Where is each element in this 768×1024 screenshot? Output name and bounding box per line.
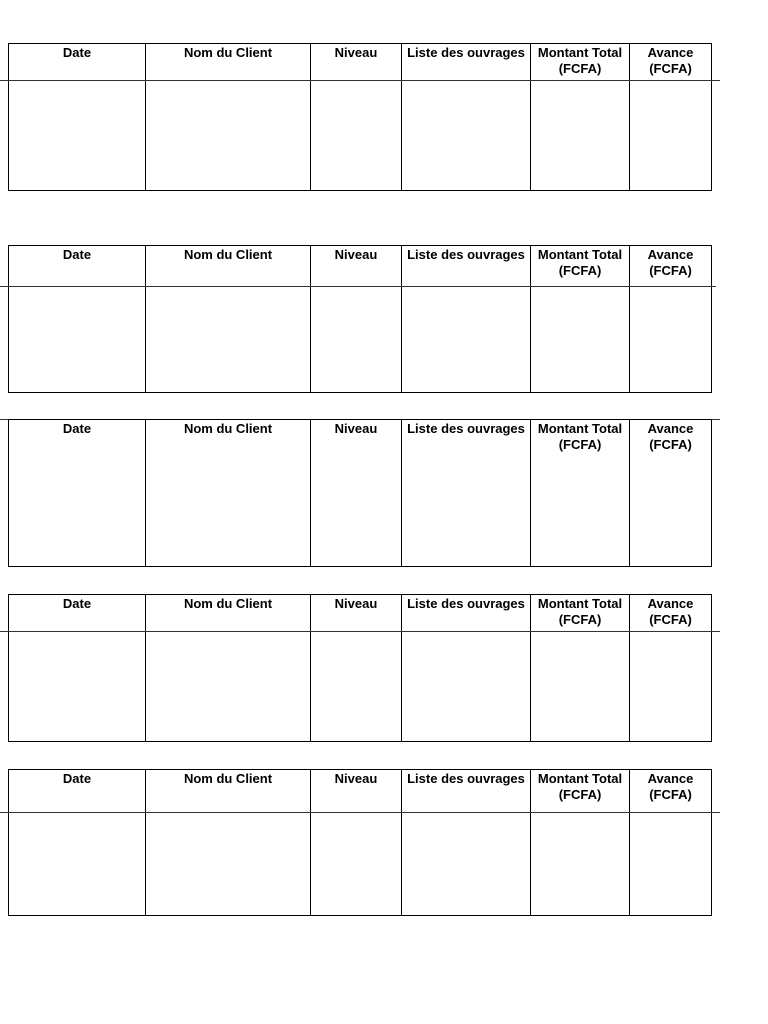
record-table-3 bbox=[8, 419, 712, 567]
header-advance: Avance (FCFA) bbox=[647, 771, 694, 802]
header-level: Niveau bbox=[311, 44, 402, 81]
header-advance: Avance (FCFA) bbox=[647, 45, 694, 76]
header-level: Niveau bbox=[311, 246, 402, 287]
table-row bbox=[9, 420, 711, 566]
header-date: Date bbox=[9, 246, 146, 287]
cell-advance[interactable] bbox=[630, 287, 711, 392]
cell-date[interactable] bbox=[9, 420, 146, 566]
record-table-4 bbox=[8, 594, 712, 742]
header-client-name: Nom du Client bbox=[146, 420, 311, 460]
cell-advance[interactable] bbox=[630, 632, 711, 741]
cell-advance[interactable] bbox=[630, 81, 711, 190]
cell-level[interactable] bbox=[311, 632, 402, 741]
cell-total-amount[interactable] bbox=[531, 81, 630, 190]
record-table-5 bbox=[8, 769, 712, 916]
header-total-amount: Montant Total (FCFA) bbox=[531, 246, 630, 287]
header-date: Date bbox=[9, 770, 146, 813]
cell-total-amount[interactable] bbox=[531, 420, 630, 566]
header-client-name: Nom du Client bbox=[146, 44, 311, 81]
table-row bbox=[9, 632, 711, 741]
cell-works-list[interactable] bbox=[402, 420, 531, 566]
header-works-list: Liste des ouvrages bbox=[402, 44, 531, 81]
header-total-amount: Montant Total (FCFA) bbox=[531, 420, 630, 460]
header-client-name: Nom du Client bbox=[146, 246, 311, 287]
cell-works-list[interactable] bbox=[402, 287, 531, 392]
cell-level[interactable] bbox=[311, 813, 402, 915]
cell-total-amount[interactable] bbox=[531, 632, 630, 741]
header-level: Niveau bbox=[311, 595, 402, 632]
cell-works-list[interactable] bbox=[402, 632, 531, 741]
header-advance: Avance (FCFA) bbox=[647, 247, 694, 278]
table-header-row bbox=[9, 246, 711, 287]
header-total-amount: Montant Total (FCFA) bbox=[531, 770, 630, 813]
cell-client-name[interactable] bbox=[146, 287, 311, 392]
record-table-2 bbox=[8, 245, 712, 393]
header-works-list: Liste des ouvrages bbox=[402, 420, 531, 460]
table-row bbox=[9, 287, 711, 392]
header-client-name: Nom du Client bbox=[146, 770, 311, 813]
cell-level[interactable] bbox=[311, 287, 402, 392]
cell-total-amount[interactable] bbox=[531, 813, 630, 915]
header-date: Date bbox=[9, 44, 146, 81]
cell-level[interactable] bbox=[311, 81, 402, 190]
cell-client-name[interactable] bbox=[146, 81, 311, 190]
header-client-name: Nom du Client bbox=[146, 595, 311, 632]
header-total-amount: Montant Total (FCFA) bbox=[531, 595, 630, 632]
row-separator-line bbox=[0, 286, 716, 287]
header-works-list: Liste des ouvrages bbox=[402, 770, 531, 813]
cell-total-amount[interactable] bbox=[531, 287, 630, 392]
row-separator-line bbox=[0, 812, 720, 813]
table-header-row bbox=[9, 595, 711, 632]
table-row bbox=[9, 81, 711, 190]
table-row bbox=[9, 813, 711, 915]
row-separator-line bbox=[0, 80, 720, 81]
cell-date[interactable] bbox=[9, 81, 146, 190]
row-separator-line bbox=[0, 631, 720, 632]
cell-client-name[interactable] bbox=[146, 632, 311, 741]
cell-works-list[interactable] bbox=[402, 81, 531, 190]
table-header-row bbox=[9, 770, 711, 813]
cell-date[interactable] bbox=[9, 813, 146, 915]
header-advance: Avance (FCFA) bbox=[647, 596, 694, 627]
cell-advance[interactable] bbox=[630, 813, 711, 915]
table-header-row bbox=[9, 44, 711, 81]
cell-date[interactable] bbox=[9, 632, 146, 741]
header-works-list: Liste des ouvrages bbox=[402, 246, 531, 287]
header-level: Niveau bbox=[311, 770, 402, 813]
header-date: Date bbox=[9, 595, 146, 632]
header-level: Niveau bbox=[311, 420, 402, 460]
record-table-1 bbox=[8, 43, 712, 191]
cell-level[interactable] bbox=[311, 420, 402, 566]
cell-client-name[interactable] bbox=[146, 420, 311, 566]
cell-client-name[interactable] bbox=[146, 813, 311, 915]
cell-works-list[interactable] bbox=[402, 813, 531, 915]
cell-date[interactable] bbox=[9, 287, 146, 392]
header-advance: Avance (FCFA) bbox=[647, 421, 694, 452]
header-date: Date bbox=[9, 420, 146, 460]
header-works-list: Liste des ouvrages bbox=[402, 595, 531, 632]
header-total-amount: Montant Total (FCFA) bbox=[531, 44, 630, 81]
cell-advance[interactable] bbox=[630, 420, 711, 566]
